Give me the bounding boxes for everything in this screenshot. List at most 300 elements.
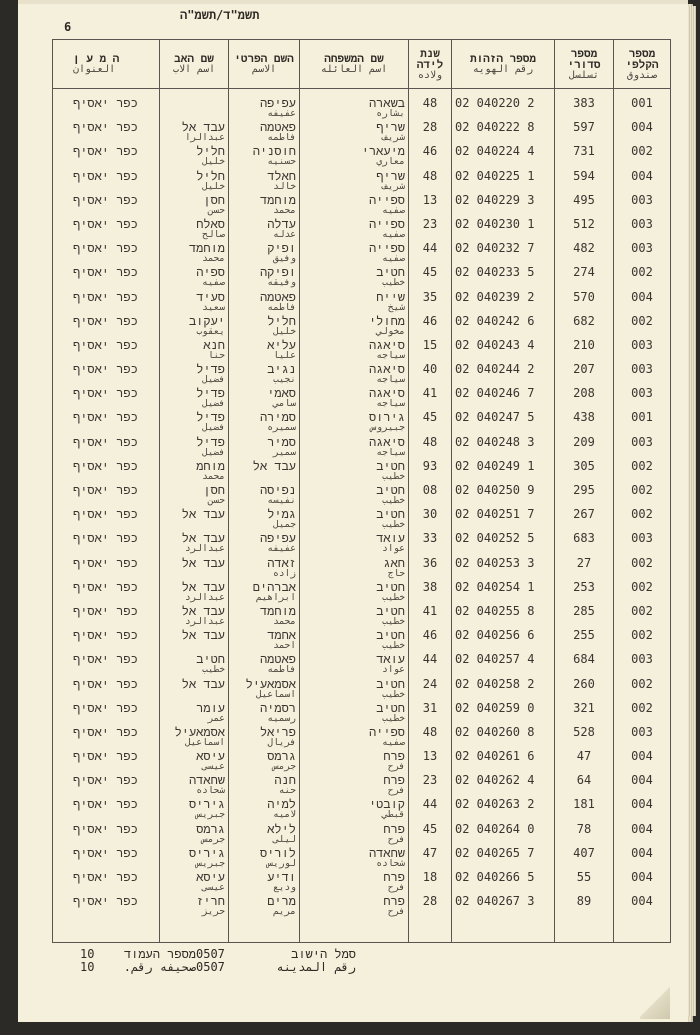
family-name-cell: פרח فرح	[300, 895, 409, 919]
box-cell: 003	[614, 218, 671, 242]
address-cell: כפר יאסיף	[53, 823, 160, 847]
first-name-cell: ופיק وفيق	[229, 242, 300, 266]
father-name-cell: מוחמ محمد	[160, 460, 229, 484]
year-cell: 30	[409, 508, 452, 532]
table-row	[53, 605, 671, 629]
box-cell: 002	[614, 702, 671, 726]
address-cell: כפר יאסיף	[53, 89, 160, 122]
box-cell: 002	[614, 145, 671, 169]
year-cell: 48	[409, 726, 452, 750]
box-cell: 004	[614, 823, 671, 847]
table-row	[53, 774, 671, 798]
id-cell: 02 040266 5	[452, 871, 555, 895]
box-cell: 004	[614, 895, 671, 919]
table-row	[53, 218, 671, 242]
first-name-cell: לילא ليلى	[229, 823, 300, 847]
box-cell: 003	[614, 194, 671, 218]
address-cell: כפר יאסיף	[53, 750, 160, 774]
id-cell: 02 040253 3	[452, 557, 555, 581]
first-name-cell: סמיר سمير	[229, 436, 300, 460]
address-cell: כפר יאסיף	[53, 895, 160, 919]
id-cell: 02 040261 6	[452, 750, 555, 774]
father-name-cell: פדיל فضيل	[160, 387, 229, 411]
table-row	[53, 702, 671, 726]
first-name-cell: פאטמה فاطمه	[229, 121, 300, 145]
first-name-cell: חליל خليل	[229, 315, 300, 339]
box-cell: 002	[614, 678, 671, 702]
address-cell: כפר יאסיף	[53, 218, 160, 242]
page-number: 6	[64, 20, 72, 34]
table-row	[53, 532, 671, 556]
year-cell: 41	[409, 387, 452, 411]
first-name-cell: סאמי سامي	[229, 387, 300, 411]
box-cell: 002	[614, 581, 671, 605]
father-name-cell: עבד אל عبدالرد	[160, 532, 229, 556]
id-cell: 02 040264 0	[452, 823, 555, 847]
year-cell: 46	[409, 145, 452, 169]
first-name-cell: פאטמה فاطمه	[229, 291, 300, 315]
first-name-cell: אחמד احمد	[229, 629, 300, 653]
family-name-cell: קובטי قبطي	[300, 798, 409, 822]
settlement-label: סמל הישוב	[291, 947, 356, 961]
id-cell: 02 040248 3	[452, 436, 555, 460]
year-cell: 46	[409, 315, 452, 339]
year-cell: 38	[409, 581, 452, 605]
box-cell: 001	[614, 89, 671, 122]
address-cell: כפר יאסיף	[53, 557, 160, 581]
first-name-cell: מוחמד محمد	[229, 605, 300, 629]
year-cell: 15	[409, 339, 452, 363]
first-name-cell: עדלה عدله	[229, 218, 300, 242]
table-row	[53, 895, 671, 919]
header-row	[53, 40, 671, 89]
father-name-cell: פדיל فضيل	[160, 363, 229, 387]
serial-cell: 267	[555, 508, 614, 532]
first-name-cell: עבד אל	[229, 460, 300, 484]
serial-cell: 27	[555, 557, 614, 581]
address-cell: כפר יאסיף	[53, 678, 160, 702]
family-name-cell: מחולי مخولي	[300, 315, 409, 339]
table-row	[53, 508, 671, 532]
year-cell: 18	[409, 871, 452, 895]
father-name-cell: חליל خليل	[160, 145, 229, 169]
year-cell: 13	[409, 750, 452, 774]
box-cell: 002	[614, 557, 671, 581]
footer-row-arabic	[76, 961, 356, 974]
serial-cell: 274	[555, 266, 614, 290]
box-cell: 004	[614, 121, 671, 145]
year-cell: 93	[409, 460, 452, 484]
family-name-cell: שחאדה شحاده	[300, 847, 409, 871]
box-cell: 004	[614, 871, 671, 895]
family-name-cell: שייח شيخ	[300, 291, 409, 315]
id-cell: 02 040246 7	[452, 387, 555, 411]
table-row	[53, 436, 671, 460]
address-cell: כפר יאסיף	[53, 774, 160, 798]
serial-cell: 89	[555, 895, 614, 919]
year-cell: 47	[409, 847, 452, 871]
father-name-cell: חליל خليل	[160, 170, 229, 194]
box-cell: 003	[614, 436, 671, 460]
address-cell: כפר יאסיף	[53, 121, 160, 145]
serial-cell: 78	[555, 823, 614, 847]
table-row	[53, 484, 671, 508]
serial-cell: 207	[555, 363, 614, 387]
box-cell: 003	[614, 339, 671, 363]
box-cell: 002	[614, 605, 671, 629]
year-cell: 44	[409, 653, 452, 677]
family-name-cell: עואד عواد	[300, 653, 409, 677]
first-name-cell: אברהים ابراهيم	[229, 581, 300, 605]
serial-cell: 210	[555, 339, 614, 363]
id-cell: 02 040242 6	[452, 315, 555, 339]
address-cell: כפר יאסיף	[53, 387, 160, 411]
first-name-cell: חנה حنه	[229, 774, 300, 798]
address-cell: כפר יאסיף	[53, 726, 160, 750]
table-row	[53, 678, 671, 702]
year-cell: 33	[409, 532, 452, 556]
first-name-cell: רסמיה رسميه	[229, 702, 300, 726]
col-header-box: מספר הקלפי صندوق	[614, 40, 671, 89]
address-cell: כפר יאסיף	[53, 339, 160, 363]
table-row	[53, 194, 671, 218]
address-cell: כפר יאסיף	[53, 170, 160, 194]
page-footer	[76, 948, 356, 974]
table-row	[53, 629, 671, 653]
father-name-cell: חטיב خطيب	[160, 653, 229, 677]
father-name-cell: סאלח صالح	[160, 218, 229, 242]
address-cell: כפר יאסיף	[53, 508, 160, 532]
id-cell: 02 040233 5	[452, 266, 555, 290]
box-cell: 003	[614, 387, 671, 411]
id-cell: 02 040256 6	[452, 629, 555, 653]
box-cell: 002	[614, 460, 671, 484]
serial-cell: 255	[555, 629, 614, 653]
first-name-cell: עפיפה عفيفه	[229, 89, 300, 122]
serial-cell: 528	[555, 726, 614, 750]
father-name-cell: שחאדה شحاده	[160, 774, 229, 798]
box-cell: 003	[614, 532, 671, 556]
family-name-cell: חטיב خطيب	[300, 508, 409, 532]
table-row	[53, 726, 671, 750]
table-row	[53, 581, 671, 605]
serial-cell: 181	[555, 798, 614, 822]
box-cell: 004	[614, 774, 671, 798]
col-header-serial: מספר סדורי تسلسل	[555, 40, 614, 89]
family-name-cell: חטיב خطيب	[300, 605, 409, 629]
first-name-cell: מוחמד محمد	[229, 194, 300, 218]
address-cell: כפר יאסיף	[53, 363, 160, 387]
father-name-cell: עבד אל عبدالرد	[160, 581, 229, 605]
id-cell: 02 040251 7	[452, 508, 555, 532]
address-cell: כפר יאסיף	[53, 266, 160, 290]
id-cell: 02 040263 2	[452, 798, 555, 822]
father-name-cell	[160, 89, 229, 122]
father-name-cell: גרמס جرمس	[160, 823, 229, 847]
page-curl	[640, 985, 670, 1019]
year-cell: 36	[409, 557, 452, 581]
father-name-cell: יעקוב يعقوب	[160, 315, 229, 339]
year-cell: 24	[409, 678, 452, 702]
table-filler	[53, 919, 671, 942]
page-no: 10	[80, 947, 95, 961]
serial-cell: 253	[555, 581, 614, 605]
father-name-cell: עיסא عيسى	[160, 750, 229, 774]
first-name-cell: למיה لاميه	[229, 798, 300, 822]
box-cell: 003	[614, 726, 671, 750]
id-cell: 02 040257 4	[452, 653, 555, 677]
address-cell: כפר יאסיף	[53, 242, 160, 266]
table-row	[53, 266, 671, 290]
father-name-cell: עבד אל عبدالرد	[160, 605, 229, 629]
address-cell: כפר יאסיף	[53, 871, 160, 895]
address-cell: כפר יאסיף	[53, 847, 160, 871]
page-label: מספר העמוד	[123, 947, 196, 961]
father-name-cell: עיסא عيسى	[160, 871, 229, 895]
id-cell: 02 040258 2	[452, 678, 555, 702]
box-cell: 004	[614, 291, 671, 315]
serial-cell: 482	[555, 242, 614, 266]
year-cell: 45	[409, 266, 452, 290]
father-name-cell: ספיה صفيه	[160, 266, 229, 290]
id-cell: 02 040252 5	[452, 532, 555, 556]
first-name-cell: נפיסה نفيسه	[229, 484, 300, 508]
table-row	[53, 557, 671, 581]
year-cell: 48	[409, 436, 452, 460]
table-row	[53, 823, 671, 847]
serial-cell: 285	[555, 605, 614, 629]
serial-cell: 383	[555, 89, 614, 122]
serial-cell: 55	[555, 871, 614, 895]
first-name-cell: גמיל جميل	[229, 508, 300, 532]
father-name-cell: גיריס جبريس	[160, 847, 229, 871]
box-cell: 003	[614, 242, 671, 266]
family-name-cell: חטיב خطيب	[300, 702, 409, 726]
box-cell: 002	[614, 266, 671, 290]
serial-cell: 64	[555, 774, 614, 798]
id-cell: 02 040267 3	[452, 895, 555, 919]
address-cell: כפר יאסיף	[53, 145, 160, 169]
father-name-cell: עבד אל	[160, 557, 229, 581]
period-title: תשמ"ד/תשמ"ה	[180, 8, 260, 22]
table-row	[53, 121, 671, 145]
first-name-cell: חוסניה حسنيه	[229, 145, 300, 169]
first-name-cell: עפיפה عفيفه	[229, 532, 300, 556]
first-name-cell: נגיב نجيب	[229, 363, 300, 387]
family-name-cell: פרח فرح	[300, 871, 409, 895]
box-cell: 001	[614, 411, 671, 435]
id-cell: 02 040265 7	[452, 847, 555, 871]
father-name-cell: עבד אל	[160, 678, 229, 702]
family-name-cell: שריף شريف	[300, 121, 409, 145]
father-name-cell: פדיל فضيل	[160, 411, 229, 435]
father-name-cell: סעיד سعيد	[160, 291, 229, 315]
col-header-year: שנת לידה ولاده	[409, 40, 452, 89]
id-cell: 02 040260 8	[452, 726, 555, 750]
address-cell: כפר יאסיף	[53, 702, 160, 726]
father-name-cell: פדיל فضيل	[160, 436, 229, 460]
id-cell: 02 040249 1	[452, 460, 555, 484]
id-cell: 02 040259 0	[452, 702, 555, 726]
father-name-cell: עומר عمر	[160, 702, 229, 726]
page-edges	[688, 6, 696, 1016]
family-name-cell: סיאגה سياجه	[300, 339, 409, 363]
family-name-cell: בשארה بشاره	[300, 89, 409, 122]
year-cell: 40	[409, 363, 452, 387]
table-row	[53, 847, 671, 871]
table-row	[53, 871, 671, 895]
col-header-first: השם הפרטי الاسم	[229, 40, 300, 89]
first-name-cell: פאטמה فاطمه	[229, 653, 300, 677]
first-name-cell: גרמס جرمس	[229, 750, 300, 774]
serial-cell: 321	[555, 702, 614, 726]
family-name-cell: חטיב خطيب	[300, 629, 409, 653]
box-cell: 002	[614, 629, 671, 653]
address-cell: כפר יאסיף	[53, 460, 160, 484]
address-cell: כפר יאסיף	[53, 411, 160, 435]
year-cell: 28	[409, 895, 452, 919]
year-cell: 35	[409, 291, 452, 315]
id-cell: 02 040229 3	[452, 194, 555, 218]
year-cell: 45	[409, 823, 452, 847]
father-name-cell: חסן حسن	[160, 484, 229, 508]
family-name-cell: ספייה صفيه	[300, 726, 409, 750]
table-row	[53, 750, 671, 774]
year-cell: 41	[409, 605, 452, 629]
year-cell: 31	[409, 702, 452, 726]
family-name-cell: חטיב خطيب	[300, 484, 409, 508]
box-cell: 003	[614, 363, 671, 387]
id-cell: 02 040239 2	[452, 291, 555, 315]
family-name-cell: ספייה صفيه	[300, 242, 409, 266]
box-cell: 002	[614, 508, 671, 532]
father-name-cell: חסן حسن	[160, 194, 229, 218]
father-name-cell: אסמאעיל اسماعيل	[160, 726, 229, 750]
box-cell: 004	[614, 798, 671, 822]
address-cell: כפר יאסיף	[53, 798, 160, 822]
father-name-cell: עבד אל	[160, 508, 229, 532]
table-row	[53, 339, 671, 363]
father-name-cell: עבד אל عبدالرا	[160, 121, 229, 145]
first-name-cell: ודיע وديع	[229, 871, 300, 895]
family-name-cell: פרח فرح	[300, 774, 409, 798]
address-cell: כפר יאסיף	[53, 315, 160, 339]
first-name-cell: ופיקה وفيقه	[229, 266, 300, 290]
year-cell: 48	[409, 89, 452, 122]
table-row	[53, 460, 671, 484]
year-cell: 44	[409, 242, 452, 266]
id-cell: 02 040222 8	[452, 121, 555, 145]
id-cell: 02 040230 1	[452, 218, 555, 242]
serial-cell: 295	[555, 484, 614, 508]
father-name-cell: חריז حريز	[160, 895, 229, 919]
table-row	[53, 315, 671, 339]
family-name-cell: סיאגה سياجه	[300, 387, 409, 411]
settlement-code-ar: 0507	[196, 960, 225, 974]
family-name-cell: פרח فرح	[300, 750, 409, 774]
table-row	[53, 387, 671, 411]
voter-register-table	[52, 39, 671, 943]
col-header-father: שם האב اسم الاب	[160, 40, 229, 89]
box-cell: 002	[614, 484, 671, 508]
id-cell: 02 040224 4	[452, 145, 555, 169]
table-row	[53, 145, 671, 169]
address-cell: כפר יאסיף	[53, 581, 160, 605]
settlement-label-ar: رقم المدينه	[276, 960, 356, 974]
year-cell: 46	[409, 629, 452, 653]
serial-cell: 209	[555, 436, 614, 460]
box-cell: 004	[614, 750, 671, 774]
box-cell: 003	[614, 653, 671, 677]
first-name-cell: עליא عليا	[229, 339, 300, 363]
family-name-cell: עואד عواد	[300, 532, 409, 556]
serial-cell: 407	[555, 847, 614, 871]
page-label-ar: صحيفه رقم.	[123, 960, 196, 974]
register-rows	[53, 89, 671, 943]
address-cell: כפר יאסיף	[53, 605, 160, 629]
family-name-cell: חטיב خطيب	[300, 460, 409, 484]
first-name-cell: סמירה سميره	[229, 411, 300, 435]
id-cell: 02 040254 1	[452, 581, 555, 605]
family-name-cell: גירוס جبيروس	[300, 411, 409, 435]
serial-cell: 260	[555, 678, 614, 702]
family-name-cell: מיעארי معاري	[300, 145, 409, 169]
serial-cell: 305	[555, 460, 614, 484]
serial-cell: 594	[555, 170, 614, 194]
table-row	[53, 798, 671, 822]
first-name-cell: חאלד خالد	[229, 170, 300, 194]
id-cell: 02 040220 2	[452, 89, 555, 122]
year-cell: 08	[409, 484, 452, 508]
id-cell: 02 040262 4	[452, 774, 555, 798]
first-name-cell: אסמאעיל اسماعيل	[229, 678, 300, 702]
address-cell: כפר יאסיף	[53, 436, 160, 460]
father-name-cell: חנא حنا	[160, 339, 229, 363]
first-name-cell: לוריס لوريس	[229, 847, 300, 871]
first-name-cell: מרים مريم	[229, 895, 300, 919]
father-name-cell: עבד אל	[160, 629, 229, 653]
serial-cell: 438	[555, 411, 614, 435]
family-name-cell: חאג حاج	[300, 557, 409, 581]
first-name-cell: פריאל فريال	[229, 726, 300, 750]
serial-cell: 512	[555, 218, 614, 242]
table-row	[53, 411, 671, 435]
serial-cell: 47	[555, 750, 614, 774]
serial-cell: 731	[555, 145, 614, 169]
table-row	[53, 291, 671, 315]
year-cell: 44	[409, 798, 452, 822]
serial-cell: 208	[555, 387, 614, 411]
address-cell: כפר יאסיף	[53, 629, 160, 653]
id-cell: 02 040244 2	[452, 363, 555, 387]
page-no-ar: 10	[80, 960, 95, 974]
box-cell: 004	[614, 170, 671, 194]
settlement-code: 0507	[196, 947, 225, 961]
id-cell: 02 040225 1	[452, 170, 555, 194]
family-name-cell: ספייה صفيه	[300, 194, 409, 218]
id-cell: 02 040243 4	[452, 339, 555, 363]
family-name-cell: פרח فرح	[300, 823, 409, 847]
table-row	[53, 170, 671, 194]
father-name-cell: מוחמד محمد	[160, 242, 229, 266]
table-row	[53, 363, 671, 387]
year-cell: 13	[409, 194, 452, 218]
address-cell: כפר יאסיף	[53, 194, 160, 218]
table-row	[53, 242, 671, 266]
address-cell: כפר יאסיף	[53, 653, 160, 677]
col-header-family: שם המשפחה اسم العائله	[300, 40, 409, 89]
id-cell: 02 040250 9	[452, 484, 555, 508]
